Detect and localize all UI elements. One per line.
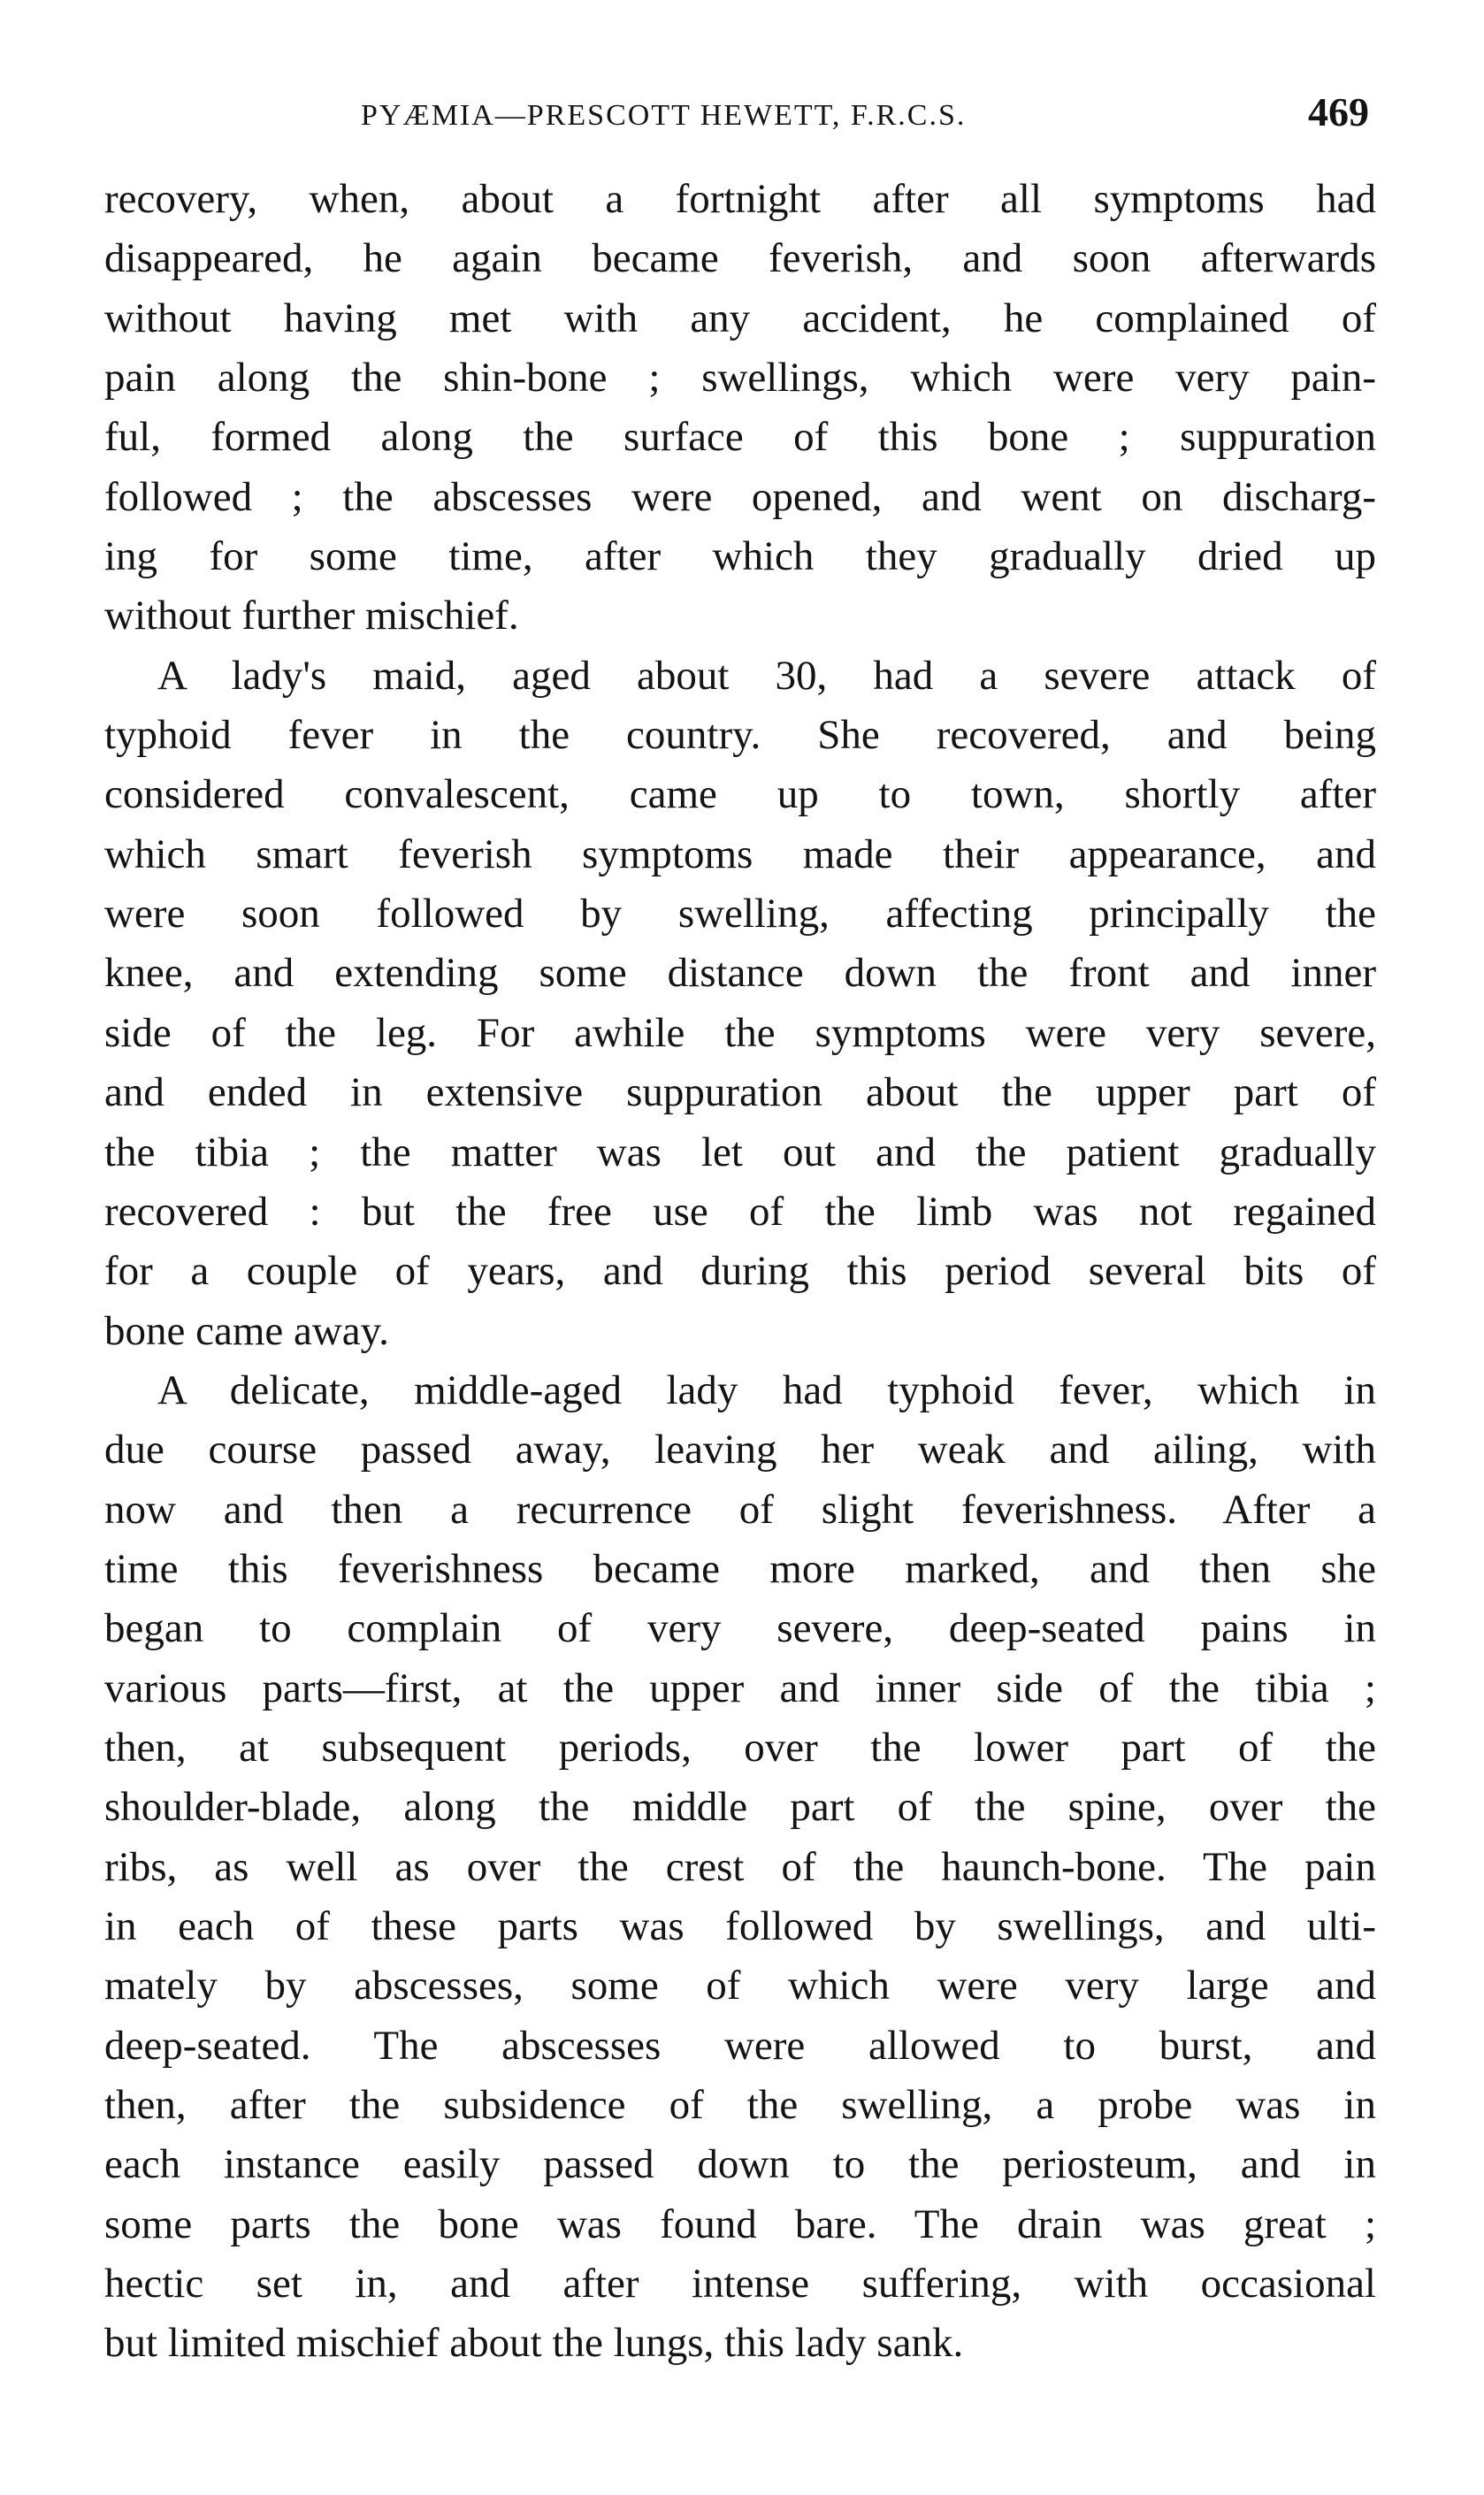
text-line: in each of these parts was followed by swellings, and ulti- xyxy=(104,1902,1376,1949)
text-line: recovered : but the free use of the limb was not regained xyxy=(104,1188,1376,1235)
paragraph xyxy=(104,647,1376,1361)
page-number: 469 xyxy=(1308,89,1369,134)
running-head: PYÆMIA—PRESCOTT HEWETT, F.R.C.S. xyxy=(361,99,967,132)
text-line: typhoid fever in the country. She recovered, and being xyxy=(104,712,1376,759)
text-line: time this feverishness became more marked, and then she xyxy=(104,1545,1376,1592)
text-line: the tibia ; the matter was let out and the patient gradually xyxy=(104,1129,1376,1175)
text-line: began to complain of very severe, deep-seated pains in xyxy=(104,1605,1376,1652)
text-line: followed ; the abscesses were opened, and went on discharg- xyxy=(104,473,1376,520)
text-line: side of the leg. For awhile the symptoms were very severe, xyxy=(104,1009,1376,1056)
text-line: mately by abscesses, some of which were very large and xyxy=(104,1963,1376,2009)
paragraph xyxy=(104,170,1376,647)
text-line: A delicate, middle-aged lady had typhoid fever, which in xyxy=(157,1366,1376,1413)
text-line: bone came away. xyxy=(104,1307,389,1354)
text-line: hectic set in, and after intense suffering, with occasional xyxy=(104,2261,1376,2307)
text-line: were soon followed by swelling, affecting principally the xyxy=(104,891,1376,938)
body-text xyxy=(104,170,1376,2374)
text-line: recovery, when, about a fortnight after all symptoms had xyxy=(104,176,1376,222)
text-line: then, after the subsidence of the swelling, a probe was in xyxy=(104,2082,1376,2128)
text-line: ful, formed along the surface of this bone ; suppuration xyxy=(104,414,1376,461)
text-line: considered convalescent, came up to town, shortly after xyxy=(104,771,1376,818)
text-line: each instance easily passed down to the periosteum, and in xyxy=(104,2141,1376,2188)
text-line: which smart feverish symptoms made their appearance, and xyxy=(104,830,1376,877)
text-line: without having met with any accident, he complained of xyxy=(104,295,1376,341)
page-header xyxy=(104,88,1376,142)
text-line: for a couple of years, and during this period several bits of xyxy=(104,1248,1376,1295)
text-line: various parts—first, at the upper and inner side of the tibia ; xyxy=(104,1665,1376,1711)
text-line: then, at subsequent periods, over the lower part of the xyxy=(104,1724,1376,1771)
text-line: without further mischief. xyxy=(104,593,519,639)
text-line: due course passed away, leaving her weak and ailing, with xyxy=(104,1427,1376,1473)
text-line: some parts the bone was found bare. The drain was great ; xyxy=(104,2200,1376,2247)
text-line: deep-seated. The abscesses were allowed to burst, and xyxy=(104,2022,1376,2069)
text-line: and ended in extensive suppuration about the upper part of xyxy=(104,1069,1376,1116)
text-line: knee, and extending some distance down the front and inner xyxy=(104,950,1376,997)
text-line: pain along the shin-bone ; swellings, which were very pain- xyxy=(104,355,1376,402)
text-line: but limited mischief about the lungs, this lady sank. xyxy=(104,2320,964,2367)
text-line: ing for some time, after which they gradually dried up xyxy=(104,533,1376,580)
text-line: A lady's maid, aged about 30, had a severe attack of xyxy=(157,652,1376,699)
text-line: ribs, as well as over the crest of the haunch-bone. The pain xyxy=(104,1843,1376,1890)
text-line: shoulder-blade, along the middle part of the spine, over the xyxy=(104,1784,1376,1831)
text-line: now and then a recurrence of slight feverishness. After a xyxy=(104,1486,1376,1533)
paragraph xyxy=(104,1361,1376,2374)
text-line: disappeared, he again became feverish, and soon afterwards xyxy=(104,235,1376,282)
